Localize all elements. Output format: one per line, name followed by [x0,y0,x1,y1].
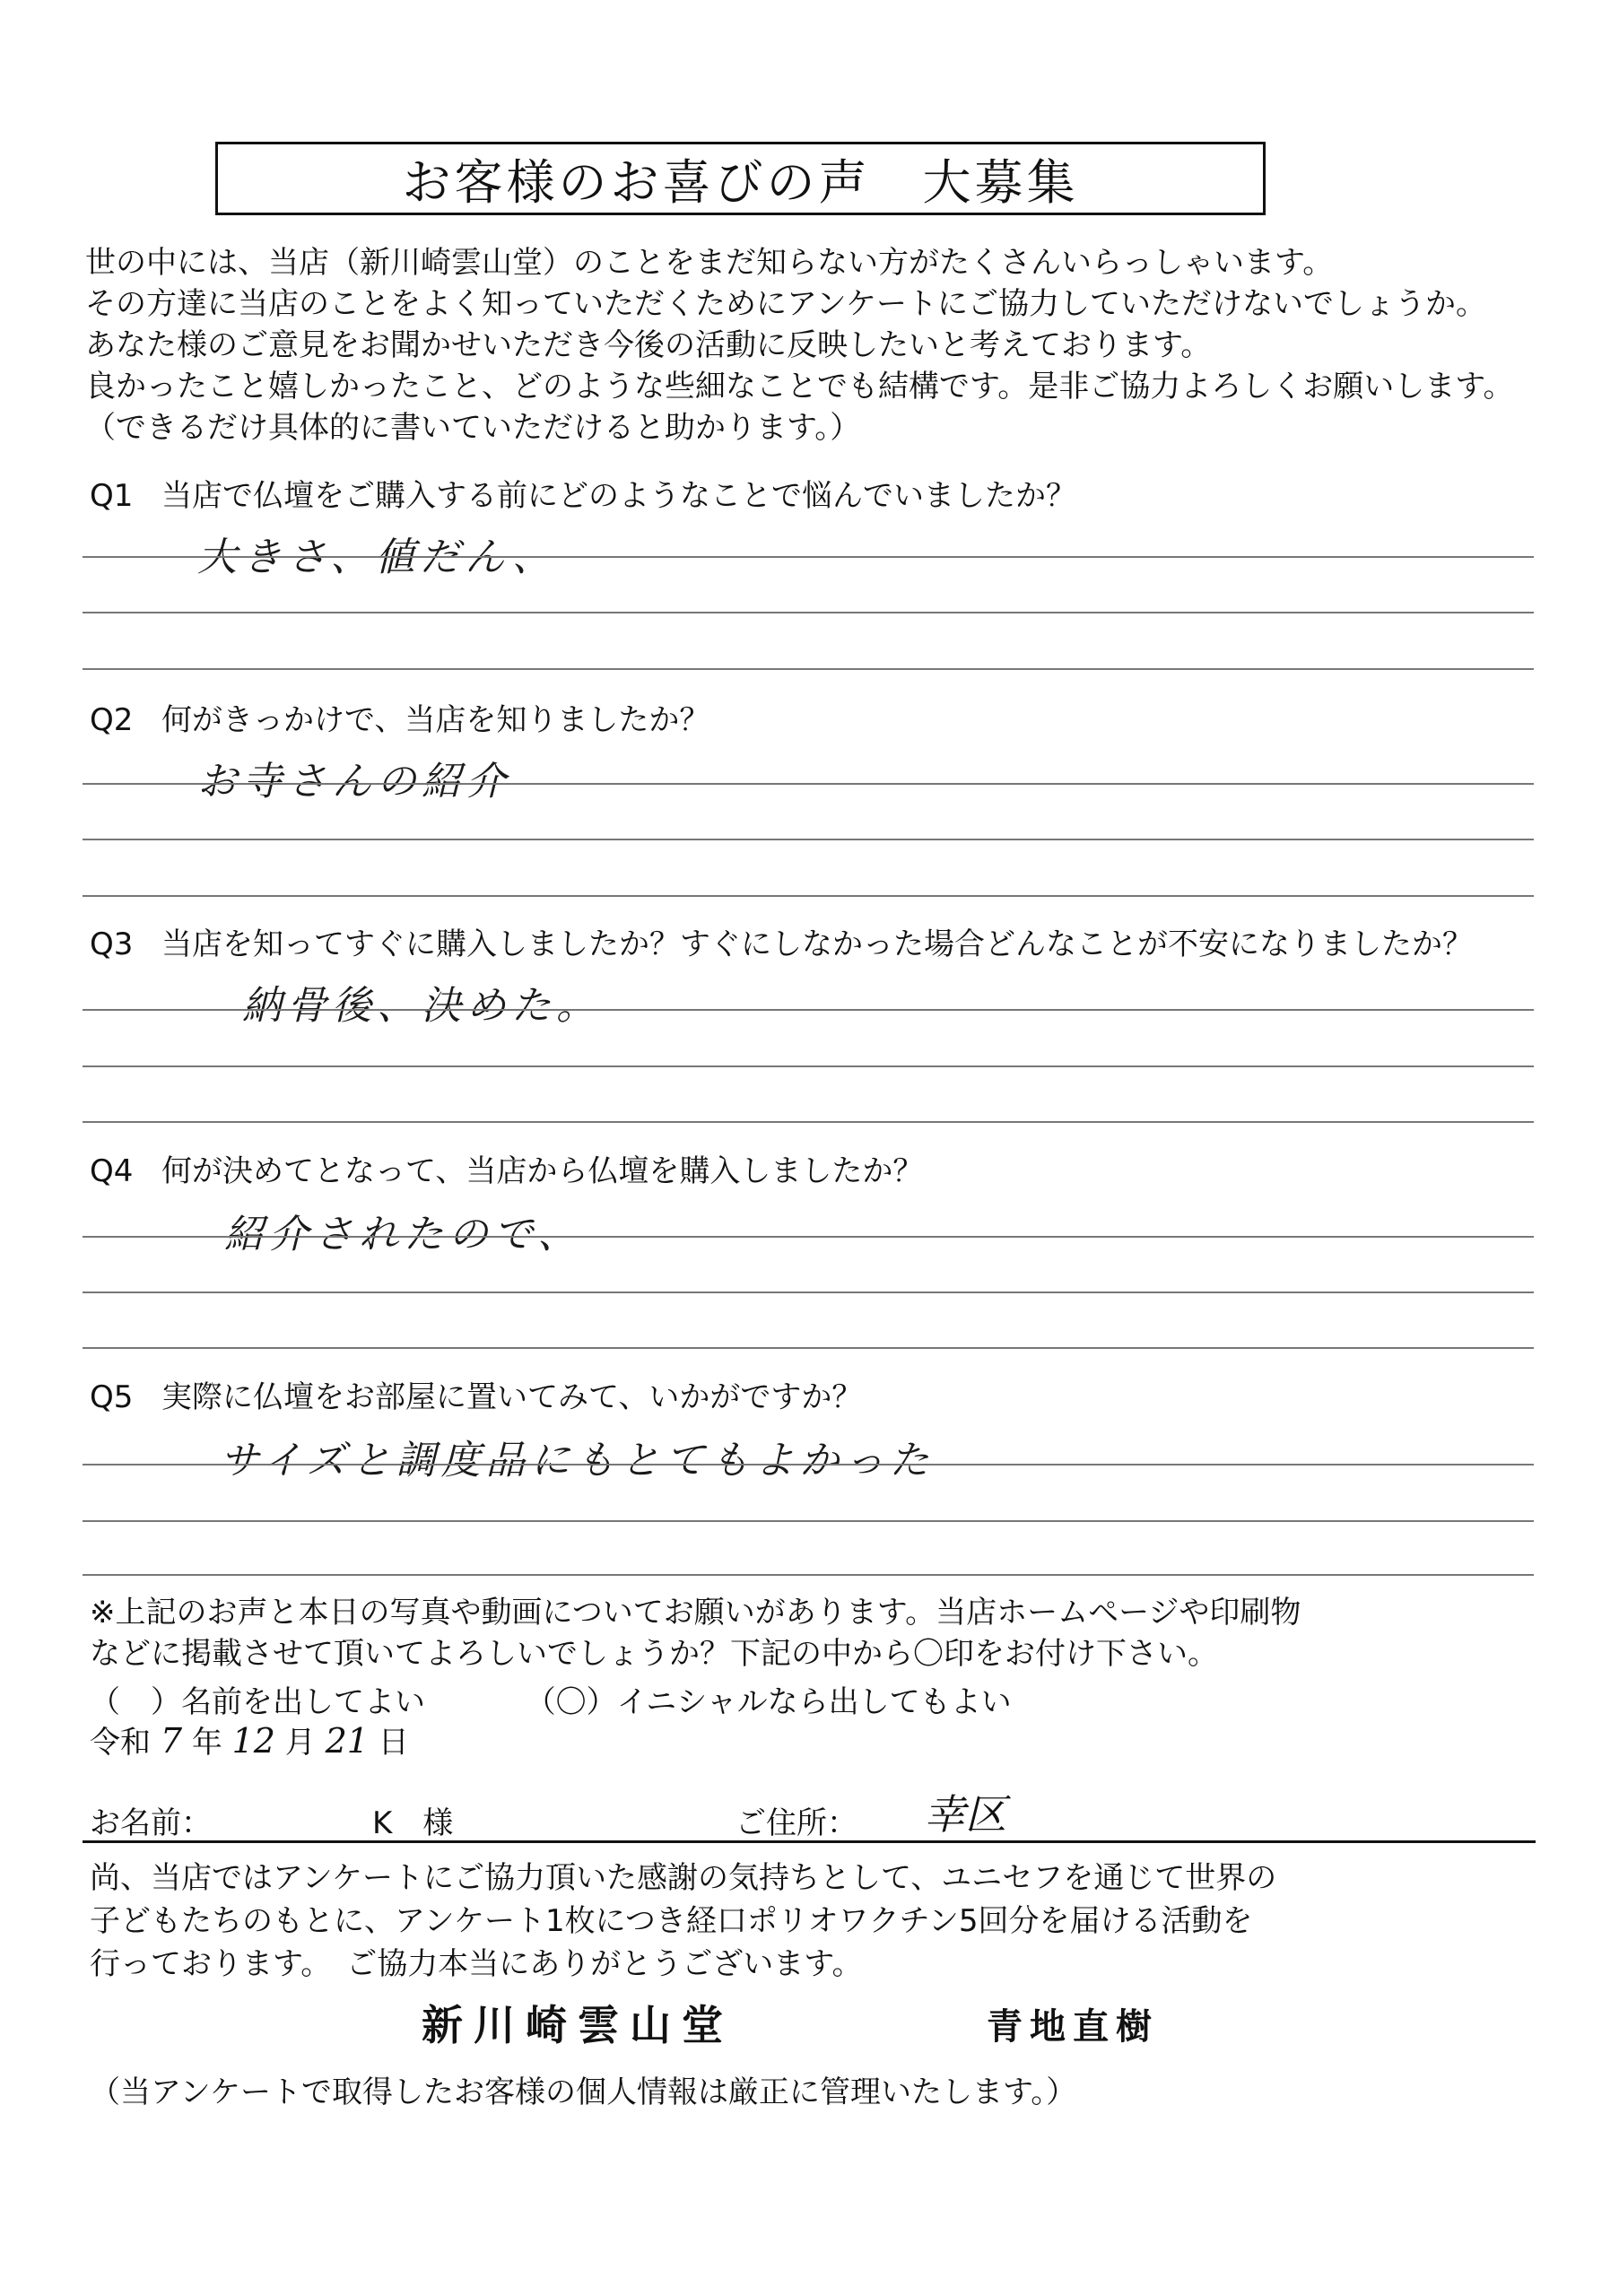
answer-line [83,1464,1534,1465]
answer-line [83,783,1534,785]
title-box [215,142,1266,215]
date-month-label: 月 [284,1725,316,1761]
answer-line [83,1121,1534,1123]
answer-4: 紹介されたので、 [224,1212,583,1257]
answer-line [83,1065,1534,1067]
answer-line [83,1236,1534,1238]
customer-info [90,1790,1534,1843]
answer-line [83,1520,1534,1522]
name-underline [83,1840,1536,1843]
question-text: 当店を知ってすぐに購入しましたか？すぐにしなかった場合どんなことが不安になりましたか？ [161,926,1473,962]
intro-text [85,242,1538,448]
question-number: Q2 [90,702,134,738]
photo-notice [90,1592,1301,1674]
unicef-notice [90,1857,1276,1986]
question-number: Q5 [90,1379,134,1415]
answer-line [83,1347,1534,1349]
answer-2: お寺さんの紹介 [197,759,511,804]
question-text: 何が決めてとなって、当店から仏壇を購入しましたか？ [161,1153,924,1189]
intro-line: （できるだけ具体的に書いていただけると助かります。） [85,410,861,446]
answer-line [83,895,1534,897]
question-2 [90,695,709,739]
question-4 [90,1146,923,1190]
footer-line: 尚、当店ではアンケートにご協力頂いた感謝の気持ちとして、ユニセフを通じて世界の [90,1860,1277,1896]
intro-line: 良かったこと嬉しかったこと、どのような些細なことでも結構です。是非ご協力よろしくお願いします。 [85,369,1514,404]
date-era: 令和 [90,1725,151,1761]
answer-1: 大きさ、値だん、 [197,535,557,580]
answer-line [83,1574,1534,1576]
question-number: Q3 [90,926,134,962]
answer-line [83,1009,1534,1011]
question-3 [90,919,1473,963]
question-number: Q4 [90,1153,134,1189]
name-value: K 様 [372,1805,454,1841]
choice-initial-ok[interactable]: （〇）イニシャルなら出してもよい [525,1684,1012,1720]
owner-name: 青地直樹 [987,2005,1159,2048]
page-title: お客様のお喜びの声 大募集 [402,153,1079,211]
answer-line [83,668,1534,670]
question-1 [90,471,1076,515]
date [90,1718,409,1761]
question-text: 何がきっかけで、当店を知りましたか？ [161,702,710,738]
intro-line: その方達に当店のことをよく知っていただくためにアンケートにご協力していただけないでしょうか。 [85,286,1486,322]
footer-line: 子どもたちのもとに、アンケート1枚につき経口ポリオワクチン5回分を届ける活動を [90,1903,1253,1939]
answer-line [83,556,1534,558]
privacy-note: （当アンケートで取得したお客様の個人情報は厳正に管理いたします。） [90,2074,1077,2110]
question-5 [90,1372,862,1416]
answer-line [83,839,1534,840]
name-label: お名前： [90,1805,212,1841]
choice-name-ok[interactable]: （ ）名前を出してよい [90,1684,425,1720]
date-year-label: 年 [191,1725,222,1761]
shop-name: 新川崎雲山堂 [422,2001,734,2049]
question-number: Q1 [90,478,134,514]
notice-line: などに掲載させて頂いてよろしいでしょうか？下記の中から〇印をお付け下さい。 [90,1636,1218,1672]
notice-line: ※上記のお声と本日の写真や動画についてお願いがあります。当店ホームページや印刷物 [90,1595,1301,1631]
answer-5: サイズと調度品にもとてもよかった [220,1438,935,1483]
date-month: 12 [231,1721,275,1761]
date-day: 21 [325,1721,369,1761]
address-value: 幸区 [924,1790,1006,1839]
question-text: 実際に仏壇をお部屋に置いてみて、いかがですか？ [161,1379,863,1415]
question-text: 当店で仏壇をご購入する前にどのようなことで悩んでいましたか？ [161,478,1076,514]
permission-choices [90,1677,1012,1721]
intro-line: あなた様のご意見をお聞かせいただき今後の活動に反映したいと考えております。 [85,327,1212,363]
intro-line: 世の中には、当店（新川崎雲山堂）のことをまだ知らない方がたくさんいらっしゃいます。 [85,245,1334,281]
date-year: 7 [160,1721,182,1761]
address-label: ご住所： [736,1805,857,1841]
answer-3: 納骨後、決めた。 [242,983,601,1029]
date-day-label: 日 [378,1725,409,1761]
footer-line: 行っております。 ご協力本当にありがとうございます。 [90,1946,863,1982]
answer-line [83,1292,1534,1293]
answer-line [83,612,1534,613]
